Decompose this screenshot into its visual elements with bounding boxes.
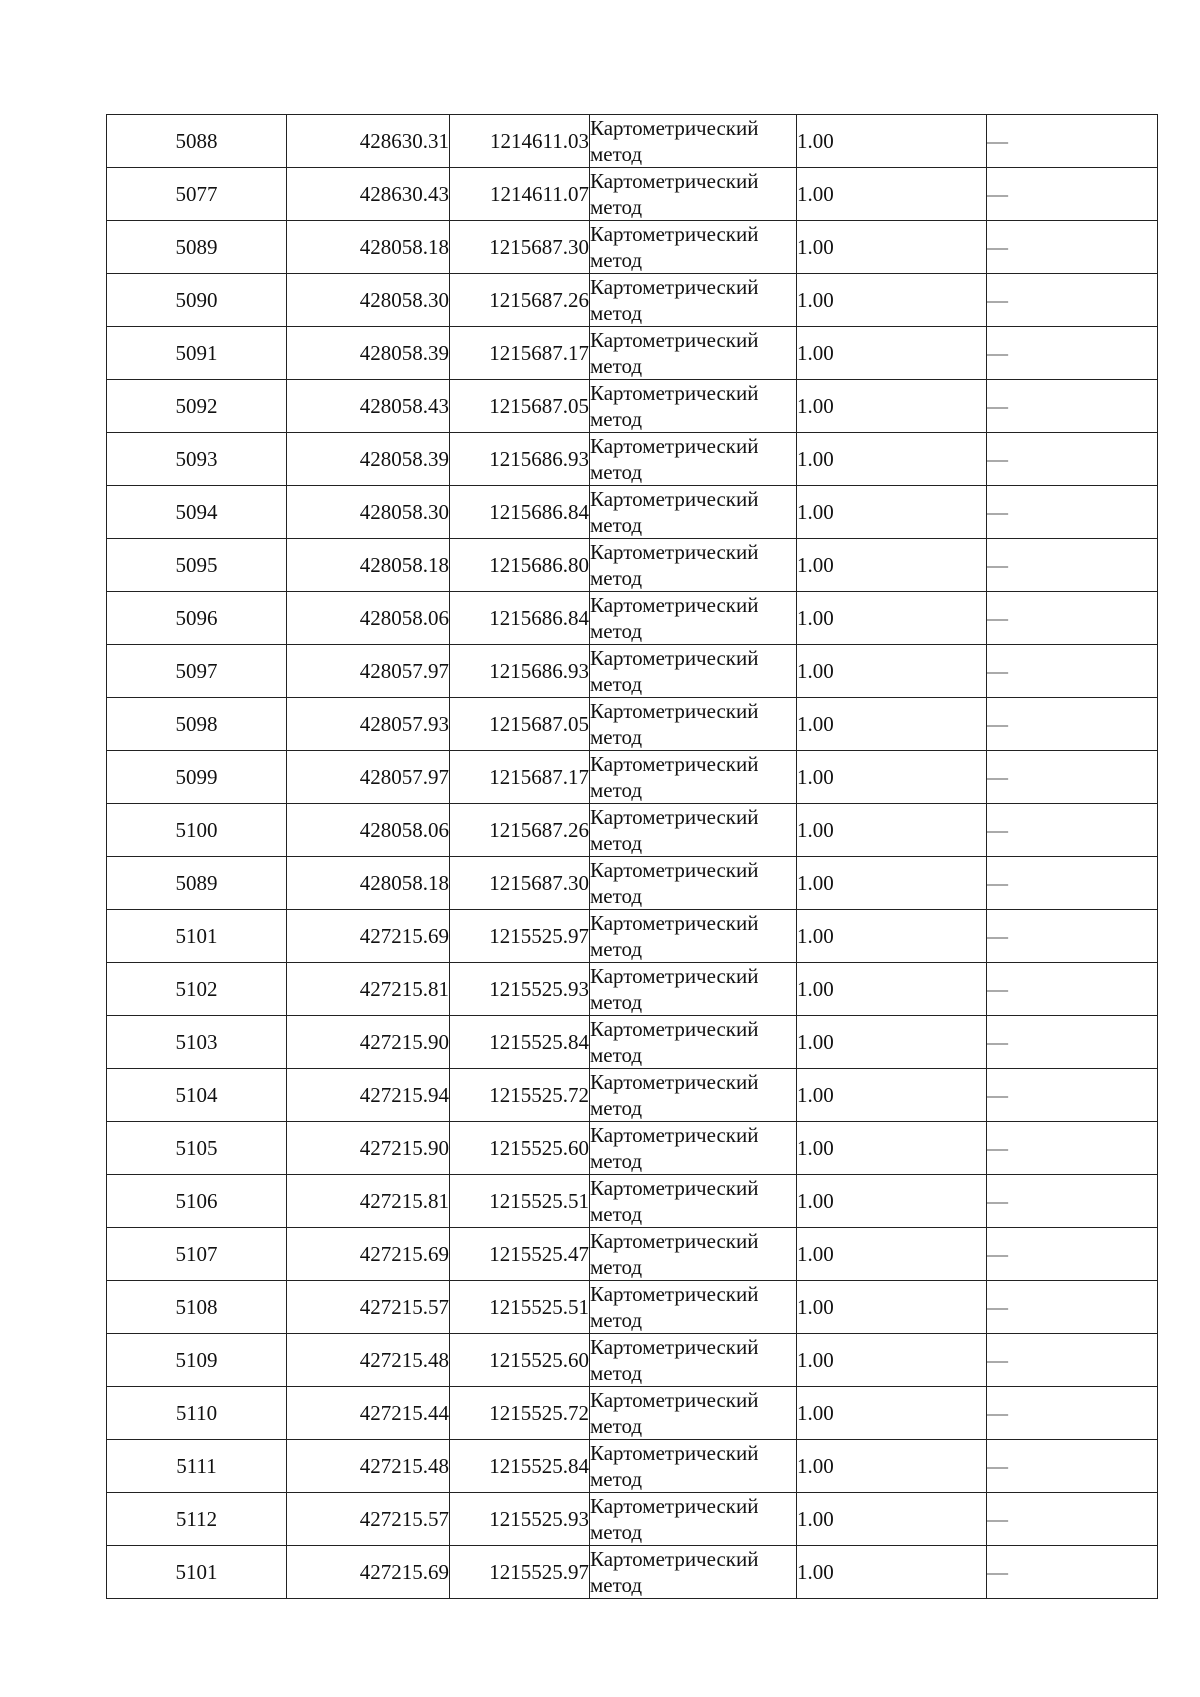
note-cell: — — [987, 645, 1158, 698]
point-number-cell: 5088 — [107, 115, 287, 168]
accuracy-cell: 1.00 — [797, 1016, 987, 1069]
table-row — [107, 804, 1158, 857]
x-coordinate-cell: 428058.43 — [287, 380, 450, 433]
method-text-line2: метод — [590, 354, 643, 378]
point-number-cell: 5099 — [107, 751, 287, 804]
method-text-line2: метод — [590, 513, 643, 537]
point-number-cell: 5103 — [107, 1016, 287, 1069]
method-text-line2: метод — [590, 1361, 643, 1385]
table-row — [107, 1387, 1158, 1440]
table-row — [107, 1440, 1158, 1493]
accuracy-cell: 1.00 — [797, 1387, 987, 1440]
y-coordinate-cell: 1215687.05 — [450, 698, 590, 751]
x-coordinate-cell: 428057.97 — [287, 751, 450, 804]
accuracy-cell: 1.00 — [797, 1122, 987, 1175]
method-text-line2: метод — [590, 831, 643, 855]
method-text-line2: метод — [590, 990, 643, 1014]
x-coordinate-cell: 428057.97 — [287, 645, 450, 698]
x-coordinate-cell: 427215.48 — [287, 1334, 450, 1387]
method-text-line2: метод — [590, 407, 643, 431]
y-coordinate-cell: 1215686.93 — [450, 645, 590, 698]
method-cell — [590, 115, 797, 168]
y-coordinate-cell: 1214611.07 — [450, 168, 590, 221]
point-number-cell: 5098 — [107, 698, 287, 751]
method-cell — [590, 645, 797, 698]
table-row — [107, 1016, 1158, 1069]
method-text-line2: метод — [590, 1043, 643, 1067]
point-number-cell: 5096 — [107, 592, 287, 645]
table-row — [107, 1122, 1158, 1175]
accuracy-cell: 1.00 — [797, 221, 987, 274]
point-number-cell: 5106 — [107, 1175, 287, 1228]
table-row — [107, 751, 1158, 804]
method-cell — [590, 1281, 797, 1334]
note-cell: — — [987, 698, 1158, 751]
note-cell: — — [987, 327, 1158, 380]
accuracy-cell: 1.00 — [797, 1334, 987, 1387]
method-cell — [590, 1334, 797, 1387]
x-coordinate-cell: 428057.93 — [287, 698, 450, 751]
method-text-line2: метод — [590, 195, 643, 219]
accuracy-cell: 1.00 — [797, 486, 987, 539]
point-number-cell: 5101 — [107, 1546, 287, 1599]
method-text-line2: метод — [590, 566, 643, 590]
point-number-cell: 5108 — [107, 1281, 287, 1334]
point-number-cell: 5100 — [107, 804, 287, 857]
table-row — [107, 433, 1158, 486]
point-number-cell: 5102 — [107, 963, 287, 1016]
method-text-line1: Картометрический — [590, 275, 759, 299]
method-text-line2: метод — [590, 884, 643, 908]
y-coordinate-cell: 1215525.47 — [450, 1228, 590, 1281]
point-number-cell: 5090 — [107, 274, 287, 327]
method-text-line2: метод — [590, 460, 643, 484]
accuracy-cell: 1.00 — [797, 1440, 987, 1493]
table-row — [107, 645, 1158, 698]
point-number-cell: 5077 — [107, 168, 287, 221]
method-text-line2: метод — [590, 1096, 643, 1120]
table-body — [107, 115, 1158, 1599]
table-row — [107, 592, 1158, 645]
point-number-cell: 5093 — [107, 433, 287, 486]
method-cell — [590, 1440, 797, 1493]
method-text-line2: метод — [590, 1149, 643, 1173]
method-cell — [590, 1016, 797, 1069]
note-cell: — — [987, 1175, 1158, 1228]
table-row — [107, 963, 1158, 1016]
method-text-line1: Картометрический — [590, 1229, 759, 1253]
x-coordinate-cell: 428058.30 — [287, 486, 450, 539]
table-row — [107, 539, 1158, 592]
coordinates-table — [106, 114, 1158, 1599]
method-text-line2: метод — [590, 142, 643, 166]
y-coordinate-cell: 1215525.60 — [450, 1334, 590, 1387]
method-cell — [590, 486, 797, 539]
method-text-line1: Картометрический — [590, 964, 759, 988]
accuracy-cell: 1.00 — [797, 592, 987, 645]
accuracy-cell: 1.00 — [797, 274, 987, 327]
method-cell — [590, 1122, 797, 1175]
x-coordinate-cell: 427215.81 — [287, 963, 450, 1016]
y-coordinate-cell: 1215687.17 — [450, 751, 590, 804]
x-coordinate-cell: 427215.44 — [287, 1387, 450, 1440]
method-text-line1: Картометрический — [590, 1176, 759, 1200]
method-text-line1: Картометрический — [590, 1388, 759, 1412]
note-cell: — — [987, 1281, 1158, 1334]
point-number-cell: 5111 — [107, 1440, 287, 1493]
x-coordinate-cell: 428058.18 — [287, 221, 450, 274]
method-text-line1: Картометрический — [590, 858, 759, 882]
accuracy-cell: 1.00 — [797, 910, 987, 963]
note-cell: — — [987, 1228, 1158, 1281]
y-coordinate-cell: 1215687.26 — [450, 804, 590, 857]
method-cell — [590, 963, 797, 1016]
method-text-line1: Картометрический — [590, 593, 759, 617]
point-number-cell: 5112 — [107, 1493, 287, 1546]
y-coordinate-cell: 1215525.84 — [450, 1440, 590, 1493]
method-text-line2: метод — [590, 1467, 643, 1491]
method-text-line1: Картометрический — [590, 1070, 759, 1094]
y-coordinate-cell: 1215687.05 — [450, 380, 590, 433]
note-cell: — — [987, 1493, 1158, 1546]
point-number-cell: 5105 — [107, 1122, 287, 1175]
method-text-line1: Картометрический — [590, 646, 759, 670]
note-cell: — — [987, 751, 1158, 804]
table-row — [107, 274, 1158, 327]
method-text-line1: Картометрический — [590, 1123, 759, 1147]
note-cell: — — [987, 963, 1158, 1016]
method-cell — [590, 380, 797, 433]
note-cell: — — [987, 221, 1158, 274]
method-cell — [590, 804, 797, 857]
table-row — [107, 1334, 1158, 1387]
method-cell — [590, 857, 797, 910]
table-row — [107, 1228, 1158, 1281]
point-number-cell: 5092 — [107, 380, 287, 433]
x-coordinate-cell: 428630.43 — [287, 168, 450, 221]
note-cell: — — [987, 592, 1158, 645]
x-coordinate-cell: 428058.39 — [287, 327, 450, 380]
method-cell — [590, 221, 797, 274]
method-text-line1: Картометрический — [590, 1441, 759, 1465]
table-row — [107, 221, 1158, 274]
method-cell — [590, 1493, 797, 1546]
method-cell — [590, 274, 797, 327]
accuracy-cell: 1.00 — [797, 963, 987, 1016]
method-text-line1: Картометрический — [590, 1282, 759, 1306]
table-row — [107, 910, 1158, 963]
accuracy-cell: 1.00 — [797, 168, 987, 221]
y-coordinate-cell: 1215686.84 — [450, 592, 590, 645]
method-text-line1: Картометрический — [590, 1335, 759, 1359]
table-row — [107, 857, 1158, 910]
note-cell: — — [987, 1440, 1158, 1493]
x-coordinate-cell: 427215.69 — [287, 910, 450, 963]
method-text-line1: Картометрический — [590, 381, 759, 405]
method-cell — [590, 1175, 797, 1228]
method-text-line1: Картометрический — [590, 487, 759, 511]
method-text-line2: метод — [590, 937, 643, 961]
table-row — [107, 115, 1158, 168]
note-cell: — — [987, 1387, 1158, 1440]
method-cell — [590, 1069, 797, 1122]
point-number-cell: 5094 — [107, 486, 287, 539]
method-text-line2: метод — [590, 301, 643, 325]
note-cell: — — [987, 1122, 1158, 1175]
x-coordinate-cell: 428058.18 — [287, 539, 450, 592]
table-row — [107, 327, 1158, 380]
y-coordinate-cell: 1215525.93 — [450, 1493, 590, 1546]
note-cell: — — [987, 115, 1158, 168]
note-cell: — — [987, 539, 1158, 592]
method-text-line2: метод — [590, 778, 643, 802]
x-coordinate-cell: 427215.69 — [287, 1546, 450, 1599]
method-text-line1: Картометрический — [590, 752, 759, 776]
method-text-line2: метод — [590, 1414, 643, 1438]
accuracy-cell: 1.00 — [797, 698, 987, 751]
note-cell: — — [987, 910, 1158, 963]
note-cell: — — [987, 857, 1158, 910]
accuracy-cell: 1.00 — [797, 1546, 987, 1599]
method-text-line1: Картометрический — [590, 222, 759, 246]
point-number-cell: 5089 — [107, 857, 287, 910]
method-text-line2: метод — [590, 1308, 643, 1332]
table-row — [107, 1069, 1158, 1122]
point-number-cell: 5089 — [107, 221, 287, 274]
x-coordinate-cell: 427215.90 — [287, 1016, 450, 1069]
method-text-line1: Картометрический — [590, 1547, 759, 1571]
x-coordinate-cell: 427215.94 — [287, 1069, 450, 1122]
accuracy-cell: 1.00 — [797, 645, 987, 698]
x-coordinate-cell: 428058.06 — [287, 804, 450, 857]
point-number-cell: 5107 — [107, 1228, 287, 1281]
accuracy-cell: 1.00 — [797, 1175, 987, 1228]
y-coordinate-cell: 1214611.03 — [450, 115, 590, 168]
x-coordinate-cell: 427215.90 — [287, 1122, 450, 1175]
y-coordinate-cell: 1215687.26 — [450, 274, 590, 327]
method-cell — [590, 1228, 797, 1281]
point-number-cell: 5101 — [107, 910, 287, 963]
y-coordinate-cell: 1215525.51 — [450, 1281, 590, 1334]
x-coordinate-cell: 428058.18 — [287, 857, 450, 910]
table-row — [107, 1493, 1158, 1546]
y-coordinate-cell: 1215686.93 — [450, 433, 590, 486]
x-coordinate-cell: 428058.06 — [287, 592, 450, 645]
method-text-line1: Картометрический — [590, 911, 759, 935]
note-cell: — — [987, 433, 1158, 486]
method-text-line2: метод — [590, 1520, 643, 1544]
method-text-line2: метод — [590, 672, 643, 696]
table-row — [107, 486, 1158, 539]
table-row — [107, 168, 1158, 221]
method-text-line2: метод — [590, 619, 643, 643]
y-coordinate-cell: 1215525.84 — [450, 1016, 590, 1069]
method-cell — [590, 592, 797, 645]
method-cell — [590, 1546, 797, 1599]
point-number-cell: 5104 — [107, 1069, 287, 1122]
method-text-line1: Картометрический — [590, 1017, 759, 1041]
note-cell: — — [987, 486, 1158, 539]
method-text-line2: метод — [590, 248, 643, 272]
method-text-line1: Картометрический — [590, 805, 759, 829]
point-number-cell: 5110 — [107, 1387, 287, 1440]
table-row — [107, 1546, 1158, 1599]
y-coordinate-cell: 1215525.72 — [450, 1069, 590, 1122]
method-cell — [590, 698, 797, 751]
note-cell: — — [987, 1016, 1158, 1069]
x-coordinate-cell: 427215.69 — [287, 1228, 450, 1281]
y-coordinate-cell: 1215525.72 — [450, 1387, 590, 1440]
method-text-line1: Картометрический — [590, 116, 759, 140]
method-cell — [590, 539, 797, 592]
x-coordinate-cell: 427215.48 — [287, 1440, 450, 1493]
table-row — [107, 698, 1158, 751]
method-cell — [590, 1387, 797, 1440]
note-cell: — — [987, 1334, 1158, 1387]
point-number-cell: 5091 — [107, 327, 287, 380]
x-coordinate-cell: 427215.57 — [287, 1281, 450, 1334]
method-cell — [590, 168, 797, 221]
accuracy-cell: 1.00 — [797, 539, 987, 592]
y-coordinate-cell: 1215686.80 — [450, 539, 590, 592]
accuracy-cell: 1.00 — [797, 1281, 987, 1334]
method-cell — [590, 751, 797, 804]
x-coordinate-cell: 427215.57 — [287, 1493, 450, 1546]
method-cell — [590, 910, 797, 963]
note-cell: — — [987, 1069, 1158, 1122]
method-text-line1: Картометрический — [590, 699, 759, 723]
x-coordinate-cell: 428058.39 — [287, 433, 450, 486]
method-text-line1: Картометрический — [590, 328, 759, 352]
method-text-line1: Картометрический — [590, 1494, 759, 1518]
accuracy-cell: 1.00 — [797, 1069, 987, 1122]
y-coordinate-cell: 1215525.51 — [450, 1175, 590, 1228]
method-text-line1: Картометрический — [590, 434, 759, 458]
method-text-line2: метод — [590, 1202, 643, 1226]
note-cell: — — [987, 274, 1158, 327]
table-row — [107, 1281, 1158, 1334]
accuracy-cell: 1.00 — [797, 380, 987, 433]
y-coordinate-cell: 1215687.30 — [450, 857, 590, 910]
x-coordinate-cell: 428058.30 — [287, 274, 450, 327]
method-text-line2: метод — [590, 1255, 643, 1279]
accuracy-cell: 1.00 — [797, 115, 987, 168]
y-coordinate-cell: 1215525.97 — [450, 1546, 590, 1599]
y-coordinate-cell: 1215686.84 — [450, 486, 590, 539]
note-cell: — — [987, 804, 1158, 857]
note-cell: — — [987, 168, 1158, 221]
accuracy-cell: 1.00 — [797, 857, 987, 910]
method-text-line1: Картометрический — [590, 169, 759, 193]
x-coordinate-cell: 428630.31 — [287, 115, 450, 168]
accuracy-cell: 1.00 — [797, 1228, 987, 1281]
point-number-cell: 5097 — [107, 645, 287, 698]
y-coordinate-cell: 1215687.30 — [450, 221, 590, 274]
note-cell: — — [987, 380, 1158, 433]
accuracy-cell: 1.00 — [797, 804, 987, 857]
table-row — [107, 380, 1158, 433]
y-coordinate-cell: 1215525.93 — [450, 963, 590, 1016]
accuracy-cell: 1.00 — [797, 751, 987, 804]
y-coordinate-cell: 1215525.97 — [450, 910, 590, 963]
point-number-cell: 5109 — [107, 1334, 287, 1387]
method-cell — [590, 433, 797, 486]
accuracy-cell: 1.00 — [797, 1493, 987, 1546]
method-text-line1: Картометрический — [590, 540, 759, 564]
method-text-line2: метод — [590, 1573, 643, 1597]
accuracy-cell: 1.00 — [797, 433, 987, 486]
x-coordinate-cell: 427215.81 — [287, 1175, 450, 1228]
accuracy-cell: 1.00 — [797, 327, 987, 380]
y-coordinate-cell: 1215687.17 — [450, 327, 590, 380]
method-text-line2: метод — [590, 725, 643, 749]
note-cell: — — [987, 1546, 1158, 1599]
table-row — [107, 1175, 1158, 1228]
method-cell — [590, 327, 797, 380]
y-coordinate-cell: 1215525.60 — [450, 1122, 590, 1175]
point-number-cell: 5095 — [107, 539, 287, 592]
